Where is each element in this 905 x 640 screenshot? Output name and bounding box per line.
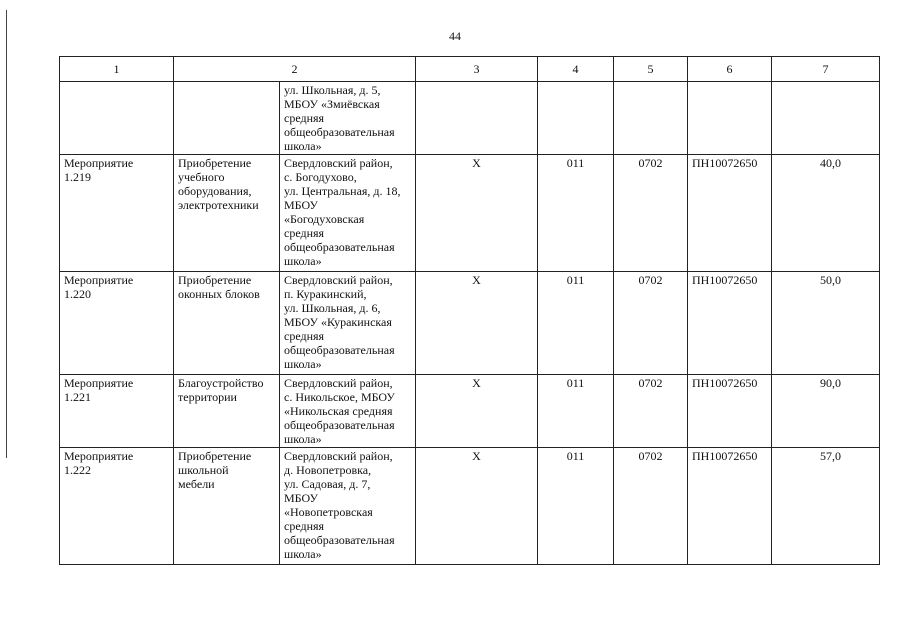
section-code-cell (614, 82, 688, 155)
address-line: МБОУ «Куракинская (284, 315, 392, 329)
page-number: 44 (449, 29, 461, 43)
address-cell (280, 155, 416, 272)
name-line: Приобретение (178, 273, 252, 287)
address-line: общеобразовательная (284, 343, 395, 357)
ministry-code-cell (538, 82, 614, 155)
address-line: Свердловский район, (284, 449, 393, 463)
address-line: школа» (284, 139, 322, 153)
section-code-cell: 0702 (614, 448, 688, 565)
name-cell (174, 82, 280, 155)
event-line: 1.219 (64, 170, 91, 184)
address-line: общеобразовательная (284, 240, 395, 254)
target-code-cell (688, 82, 772, 155)
address-line: общеобразовательная (284, 418, 395, 432)
name-line: учебного (178, 170, 225, 184)
column-number-5: 5 (614, 57, 688, 82)
budget-table (59, 56, 880, 565)
event-line: Мероприятие (64, 376, 134, 390)
mark-cell: Х (416, 375, 538, 448)
name-line: Приобретение (178, 449, 252, 463)
event-line: 1.222 (64, 463, 91, 477)
column-number-2: 2 (174, 57, 416, 82)
address-line: МБОУ (284, 491, 318, 505)
amount-cell (772, 82, 880, 155)
address-line: «Новопетровская (284, 505, 373, 519)
address-line: общеобразовательная (284, 533, 395, 547)
address-line: д. Новопетровка, (284, 463, 372, 477)
name-line: мебели (178, 477, 215, 491)
address-line: ул. Центральная, д. 18, (284, 184, 401, 198)
column-number-4: 4 (538, 57, 614, 82)
column-number-6: 6 (688, 57, 772, 82)
address-line: средняя (284, 111, 325, 125)
table-row (60, 375, 880, 448)
mark-cell: Х (416, 155, 538, 272)
address-line: Свердловский район, (284, 273, 393, 287)
ministry-code-cell: 011 (538, 155, 614, 272)
address-line: средняя (284, 226, 325, 240)
event-cell (60, 155, 174, 272)
event-line: Мероприятие (64, 449, 134, 463)
name-line: оконных блоков (178, 287, 260, 301)
address-line: МБОУ «Змиёвская (284, 97, 380, 111)
name-cell (174, 272, 280, 375)
target-code-cell: ПН10072650 (688, 448, 772, 565)
section-code-cell: 0702 (614, 375, 688, 448)
address-line: МБОУ (284, 198, 318, 212)
address-cell (280, 272, 416, 375)
column-number-1: 1 (60, 57, 174, 82)
name-line: Благоустройство (178, 376, 264, 390)
target-code-cell: ПН10072650 (688, 155, 772, 272)
address-line: «Никольская средняя (284, 404, 393, 418)
target-code-cell: ПН10072650 (688, 375, 772, 448)
event-line: Мероприятие (64, 273, 134, 287)
address-line: средняя (284, 329, 325, 343)
amount-cell: 57,0 (772, 448, 880, 565)
address-line: школа» (284, 254, 322, 268)
table-row (60, 82, 880, 155)
section-code-cell: 0702 (614, 272, 688, 375)
ministry-code-cell: 011 (538, 448, 614, 565)
address-cell (280, 82, 416, 155)
name-line: школьной (178, 463, 229, 477)
name-cell (174, 375, 280, 448)
left-margin-rule (6, 10, 7, 458)
address-line: с. Богодухово, (284, 170, 357, 184)
event-line: Мероприятие (64, 156, 134, 170)
column-number-7: 7 (772, 57, 880, 82)
ministry-code-cell: 011 (538, 375, 614, 448)
column-number-row (60, 57, 880, 82)
event-cell (60, 375, 174, 448)
mark-cell: Х (416, 272, 538, 375)
address-line: Свердловский район, (284, 156, 393, 170)
name-line: территории (178, 390, 237, 404)
event-line: 1.220 (64, 287, 91, 301)
address-line: ул. Школьная, д. 6, (284, 301, 381, 315)
name-line: Приобретение (178, 156, 252, 170)
name-cell (174, 155, 280, 272)
event-cell (60, 448, 174, 565)
name-line: оборудования, (178, 184, 252, 198)
amount-cell: 40,0 (772, 155, 880, 272)
event-line: 1.221 (64, 390, 91, 404)
address-line: ул. Садовая, д. 7, (284, 477, 371, 491)
table-row (60, 155, 880, 272)
name-line: электротехники (178, 198, 259, 212)
mark-cell (416, 82, 538, 155)
address-line: общеобразовательная (284, 125, 395, 139)
section-code-cell: 0702 (614, 155, 688, 272)
address-line: средняя (284, 519, 325, 533)
name-cell (174, 448, 280, 565)
address-cell (280, 375, 416, 448)
column-number-3: 3 (416, 57, 538, 82)
address-line: «Богодуховская (284, 212, 365, 226)
table-row (60, 272, 880, 375)
event-cell (60, 272, 174, 375)
amount-cell: 50,0 (772, 272, 880, 375)
address-line: школа» (284, 357, 322, 371)
address-line: п. Куракинский, (284, 287, 367, 301)
address-line: школа» (284, 547, 322, 561)
address-line: Свердловский район, (284, 376, 393, 390)
address-line: с. Никольское, МБОУ (284, 390, 395, 404)
table-row (60, 448, 880, 565)
event-cell (60, 82, 174, 155)
amount-cell: 90,0 (772, 375, 880, 448)
mark-cell: Х (416, 448, 538, 565)
ministry-code-cell: 011 (538, 272, 614, 375)
address-line: ул. Школьная, д. 5, (284, 83, 381, 97)
target-code-cell: ПН10072650 (688, 272, 772, 375)
address-line: школа» (284, 432, 322, 446)
address-cell (280, 448, 416, 565)
